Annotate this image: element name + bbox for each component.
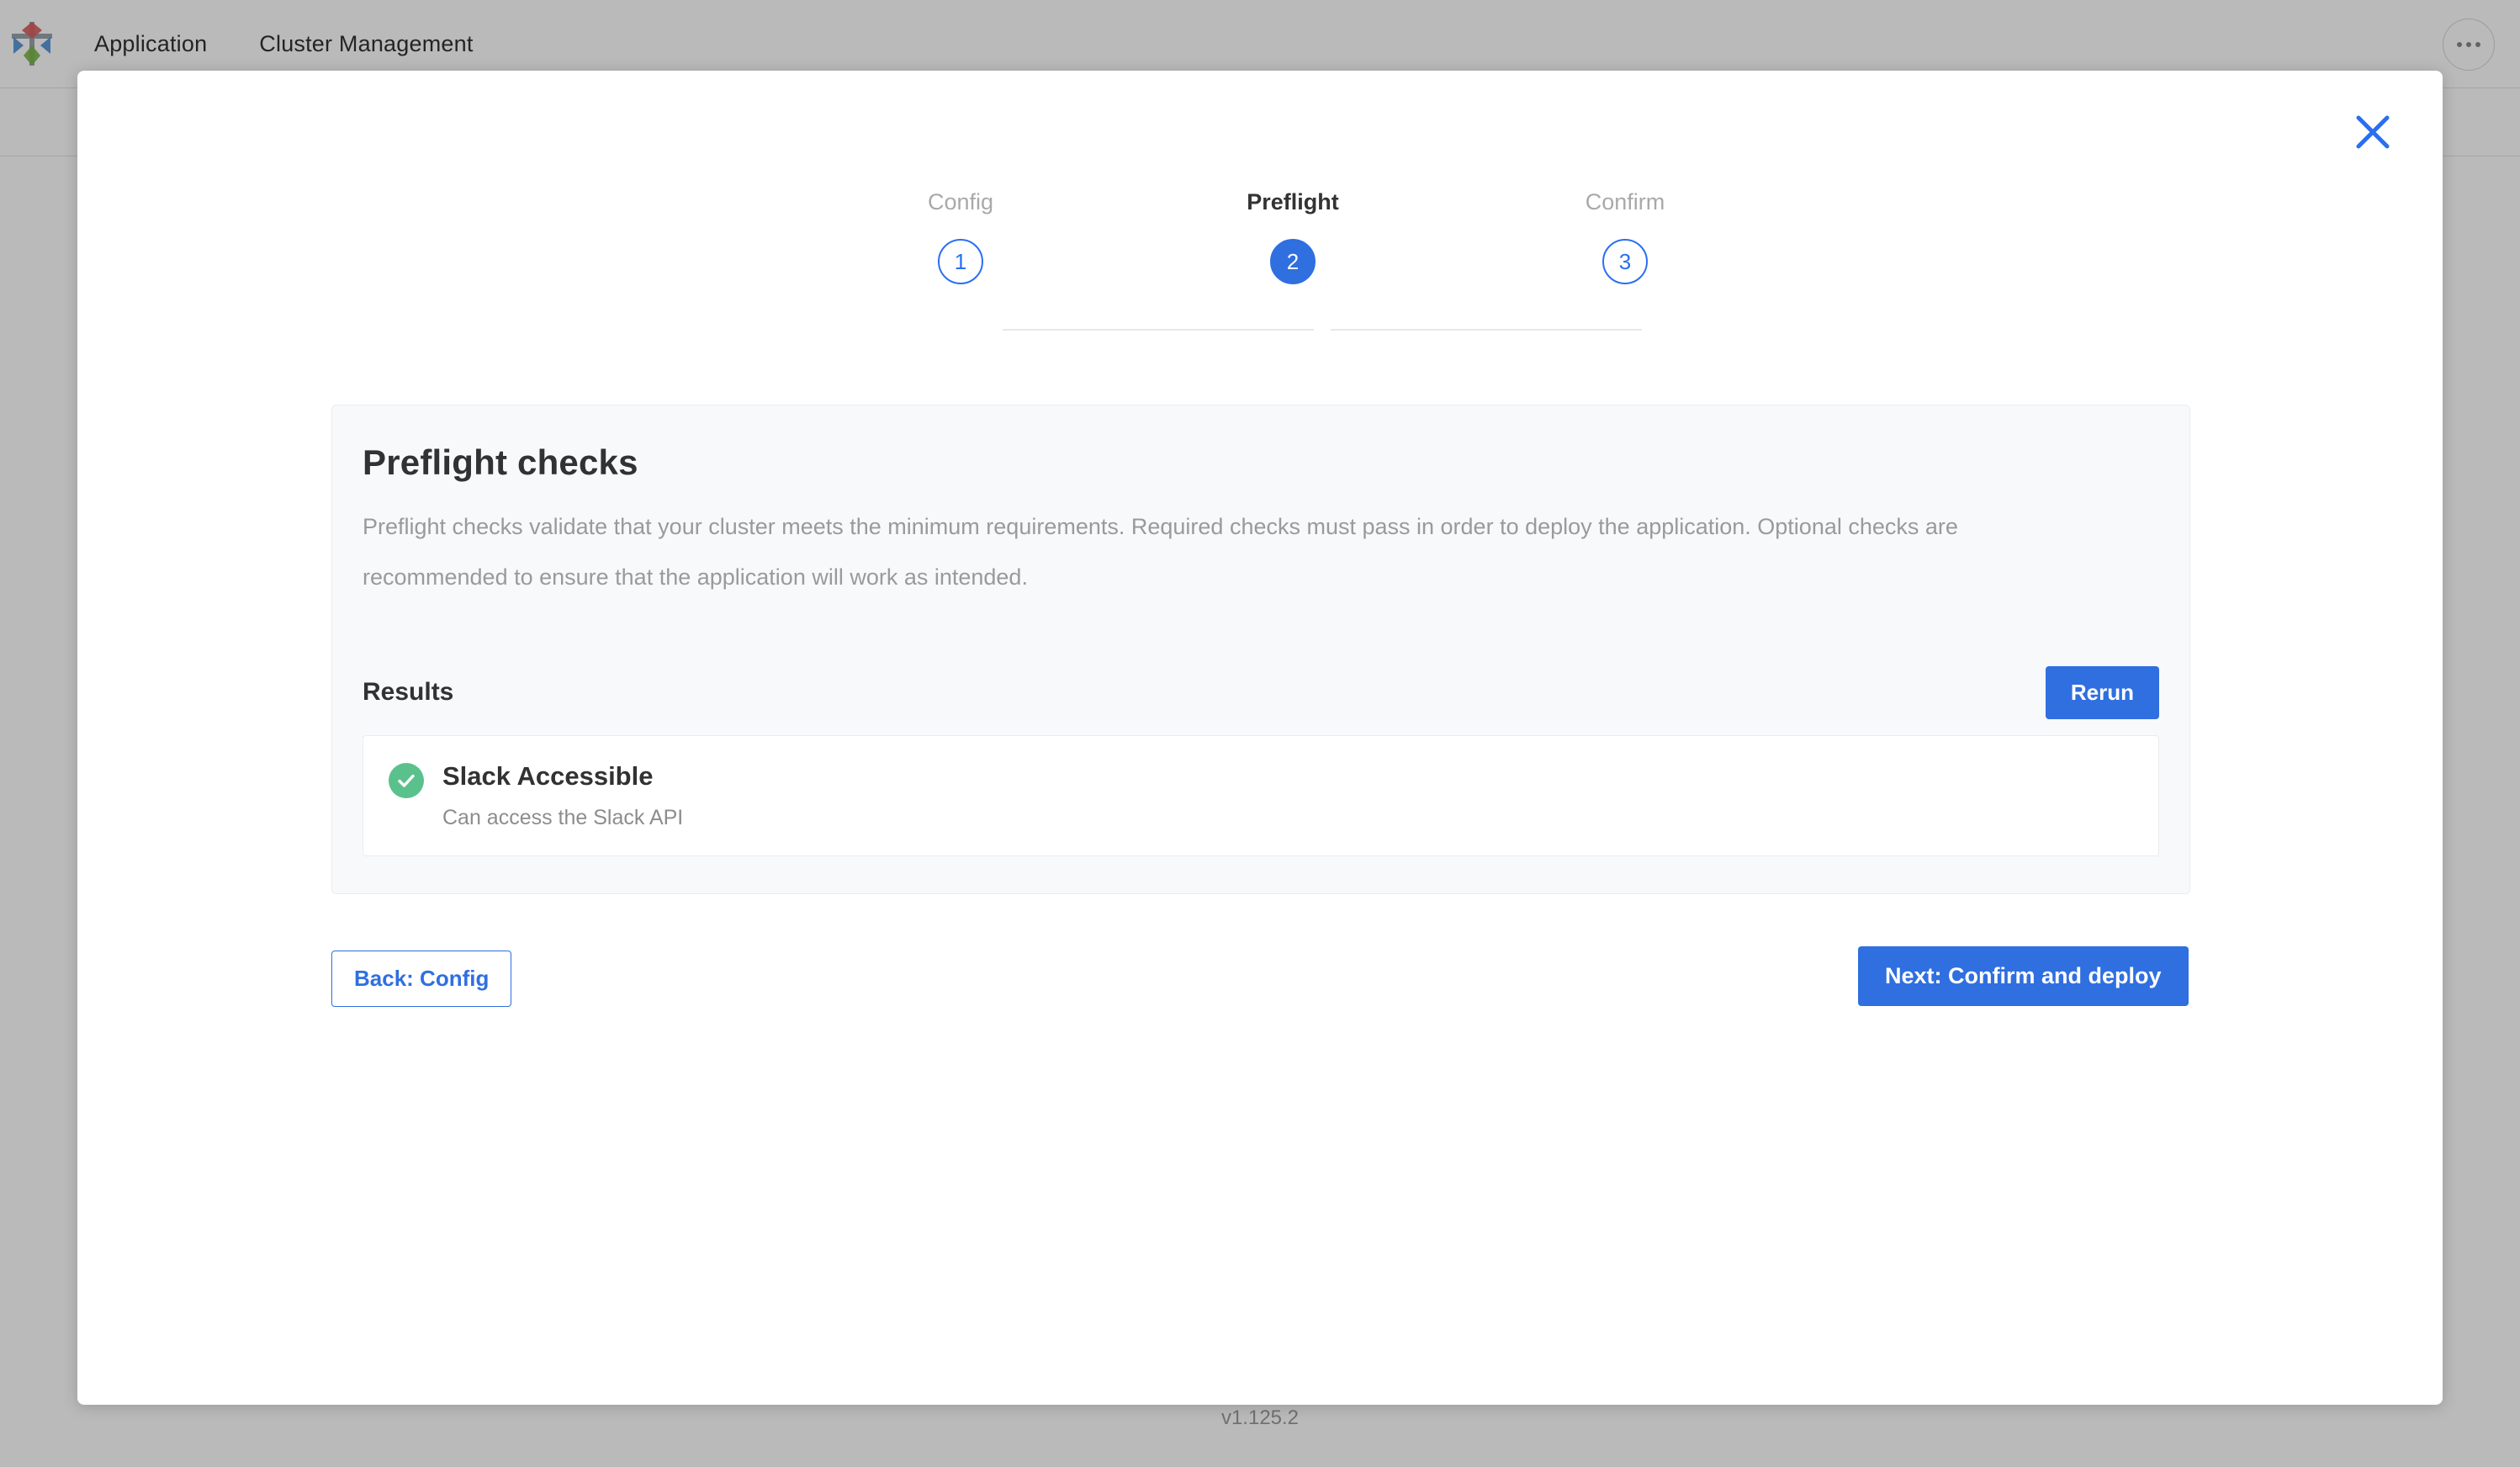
- preflight-checks-card: [331, 405, 2190, 894]
- step-preflight[interactable]: Preflight 2: [1167, 188, 1419, 284]
- step-config-number: 1: [938, 239, 983, 284]
- preflight-description: Preflight checks validate that your cluster meets the minimum requirements. Required checks must pass in order to deploy the application. Optional checks are recommended to ensure that the application will work as intended.: [363, 514, 1958, 590]
- nav-item-cluster-management[interactable]: Cluster Management: [259, 30, 474, 56]
- next-confirm-deploy-button[interactable]: Next: Confirm and deploy: [1858, 946, 2189, 1006]
- stepper-connector: [1003, 329, 1314, 331]
- wizard-stepper: [77, 188, 2443, 298]
- check-title: Slack Accessible: [442, 761, 654, 791]
- check-success-icon: [389, 763, 424, 798]
- step-config[interactable]: Config 1: [834, 188, 1087, 284]
- step-preflight-number: 2: [1270, 239, 1316, 284]
- check-text-block: [442, 760, 683, 830]
- check-description: Can access the Slack API: [442, 806, 684, 829]
- nav-item-application[interactable]: Application: [94, 30, 208, 56]
- list-item: [363, 736, 2158, 855]
- step-confirm-number: 3: [1602, 239, 1648, 284]
- app-version-label: v1.125.2: [1220, 1406, 1300, 1429]
- close-icon[interactable]: [2352, 111, 2394, 153]
- preflight-results-list: [363, 735, 2159, 856]
- stepper-connector: [1331, 329, 1642, 331]
- results-header: [363, 666, 2159, 722]
- results-title: Results: [363, 678, 454, 706]
- deploy-wizard-modal: [77, 71, 2443, 1405]
- page-title: Preflight checks: [363, 442, 638, 482]
- step-confirm[interactable]: Confirm 3: [1499, 188, 1751, 284]
- rerun-button[interactable]: Rerun: [2046, 666, 2159, 719]
- back-config-button[interactable]: Back: Config: [331, 951, 511, 1007]
